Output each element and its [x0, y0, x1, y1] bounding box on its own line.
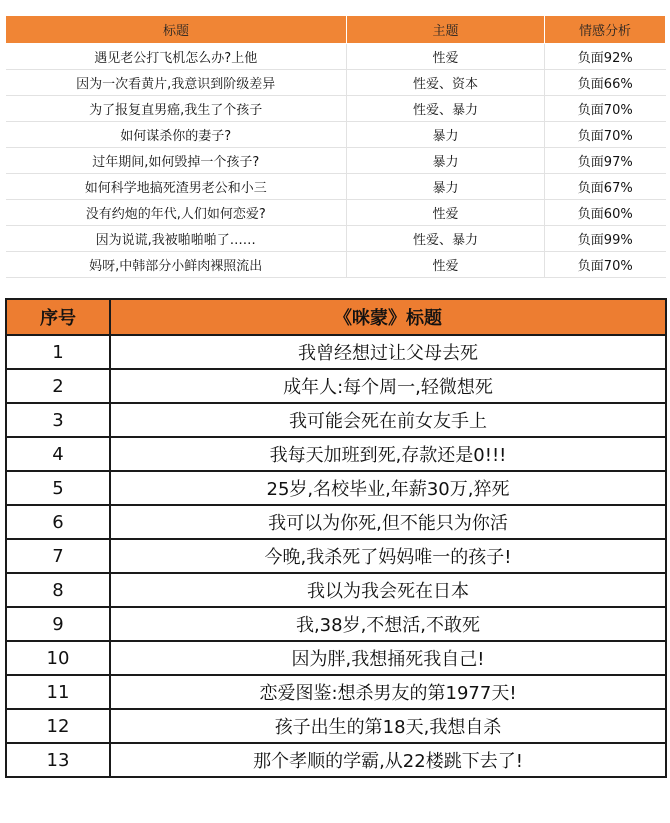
index-cell: 2: [6, 369, 110, 403]
column-header-title: 标题: [6, 16, 347, 44]
title-cell: 如何科学地搞死渣男老公和小三: [6, 174, 347, 200]
table-row: [6, 174, 666, 200]
topic-cell: 暴力: [347, 148, 545, 174]
title-cell: 过年期间,如何毁掉一个孩子?: [6, 148, 347, 174]
table-row: [6, 505, 666, 539]
table-row: [6, 675, 666, 709]
table-row: [6, 437, 666, 471]
table-header-row: [6, 299, 666, 335]
title-cell: 恋爱图鉴:想杀男友的第1977天!: [110, 675, 666, 709]
table-row: [6, 200, 666, 226]
topic-cell: 暴力: [347, 122, 545, 148]
title-cell: 成年人:每个周一,轻微想死: [110, 369, 666, 403]
table-row: [6, 607, 666, 641]
table-row: [6, 709, 666, 743]
table-row: [6, 743, 666, 777]
topic-cell: 暴力: [347, 174, 545, 200]
title-cell: 我,38岁,不想活,不敢死: [110, 607, 666, 641]
topic-cell: 性爱: [347, 252, 545, 278]
title-cell: 遇见老公打飞机怎么办?上他: [6, 44, 347, 70]
sentiment-cell: 负面66%: [545, 70, 666, 96]
topic-cell: 性爱: [347, 44, 545, 70]
index-cell: 8: [6, 573, 110, 607]
column-header-index: 序号: [6, 299, 110, 335]
title-cell: 妈呀,中韩部分小鲜肉裸照流出: [6, 252, 347, 278]
table-row: [6, 226, 666, 252]
title-cell: 25岁,名校毕业,年薪30万,猝死: [110, 471, 666, 505]
mimeng-titles-table: [5, 298, 667, 778]
title-cell: 我以为我会死在日本: [110, 573, 666, 607]
column-header-mimeng-title: 《咪蒙》标题: [110, 299, 666, 335]
sentiment-cell: 负面97%: [545, 148, 666, 174]
table-row: [6, 369, 666, 403]
table-row: [6, 539, 666, 573]
title-cell: 为了报复直男癌,我生了个孩子: [6, 96, 347, 122]
title-cell: 孩子出生的第18天,我想自杀: [110, 709, 666, 743]
index-cell: 12: [6, 709, 110, 743]
sentiment-cell: 负面99%: [545, 226, 666, 252]
topic-cell: 性爱、资本: [347, 70, 545, 96]
sentiment-cell: 负面92%: [545, 44, 666, 70]
index-cell: 3: [6, 403, 110, 437]
table-row: [6, 148, 666, 174]
table-row: [6, 335, 666, 369]
index-cell: 13: [6, 743, 110, 777]
index-cell: 6: [6, 505, 110, 539]
title-cell: 我每天加班到死,存款还是0!!!: [110, 437, 666, 471]
title-cell: 今晚,我杀死了妈妈唯一的孩子!: [110, 539, 666, 573]
index-cell: 11: [6, 675, 110, 709]
index-cell: 9: [6, 607, 110, 641]
title-cell: 如何谋杀你的妻子?: [6, 122, 347, 148]
index-cell: 5: [6, 471, 110, 505]
column-header-sentiment: 情感分析: [545, 16, 666, 44]
table-row: [6, 44, 666, 70]
title-cell: 因为胖,我想捅死我自己!: [110, 641, 666, 675]
sentiment-cell: 负面70%: [545, 122, 666, 148]
table-row: [6, 641, 666, 675]
title-cell: 因为一次看黄片,我意识到阶级差异: [6, 70, 347, 96]
index-cell: 7: [6, 539, 110, 573]
topic-cell: 性爱、暴力: [347, 226, 545, 252]
topic-cell: 性爱、暴力: [347, 96, 545, 122]
title-cell: 没有约炮的年代,人们如何恋爱?: [6, 200, 347, 226]
title-cell: 我曾经想过让父母去死: [110, 335, 666, 369]
sentiment-cell: 负面60%: [545, 200, 666, 226]
sentiment-cell: 负面70%: [545, 96, 666, 122]
topic-cell: 性爱: [347, 200, 545, 226]
title-cell: 那个孝顺的学霸,从22楼跳下去了!: [110, 743, 666, 777]
column-header-topic: 主题: [347, 16, 545, 44]
title-cell: 我可以为你死,但不能只为你活: [110, 505, 666, 539]
sentiment-cell: 负面67%: [545, 174, 666, 200]
table-row: [6, 122, 666, 148]
table-row: [6, 70, 666, 96]
table-row: [6, 252, 666, 278]
table-header-row: [6, 16, 666, 44]
index-cell: 4: [6, 437, 110, 471]
index-cell: 10: [6, 641, 110, 675]
table-row: [6, 573, 666, 607]
table-row: [6, 403, 666, 437]
sentiment-cell: 负面70%: [545, 252, 666, 278]
title-cell: 因为说谎,我被啪啪啪了……: [6, 226, 347, 252]
topic-sentiment-table: [5, 15, 666, 278]
table-row: [6, 96, 666, 122]
table-row: [6, 471, 666, 505]
index-cell: 1: [6, 335, 110, 369]
title-cell: 我可能会死在前女友手上: [110, 403, 666, 437]
